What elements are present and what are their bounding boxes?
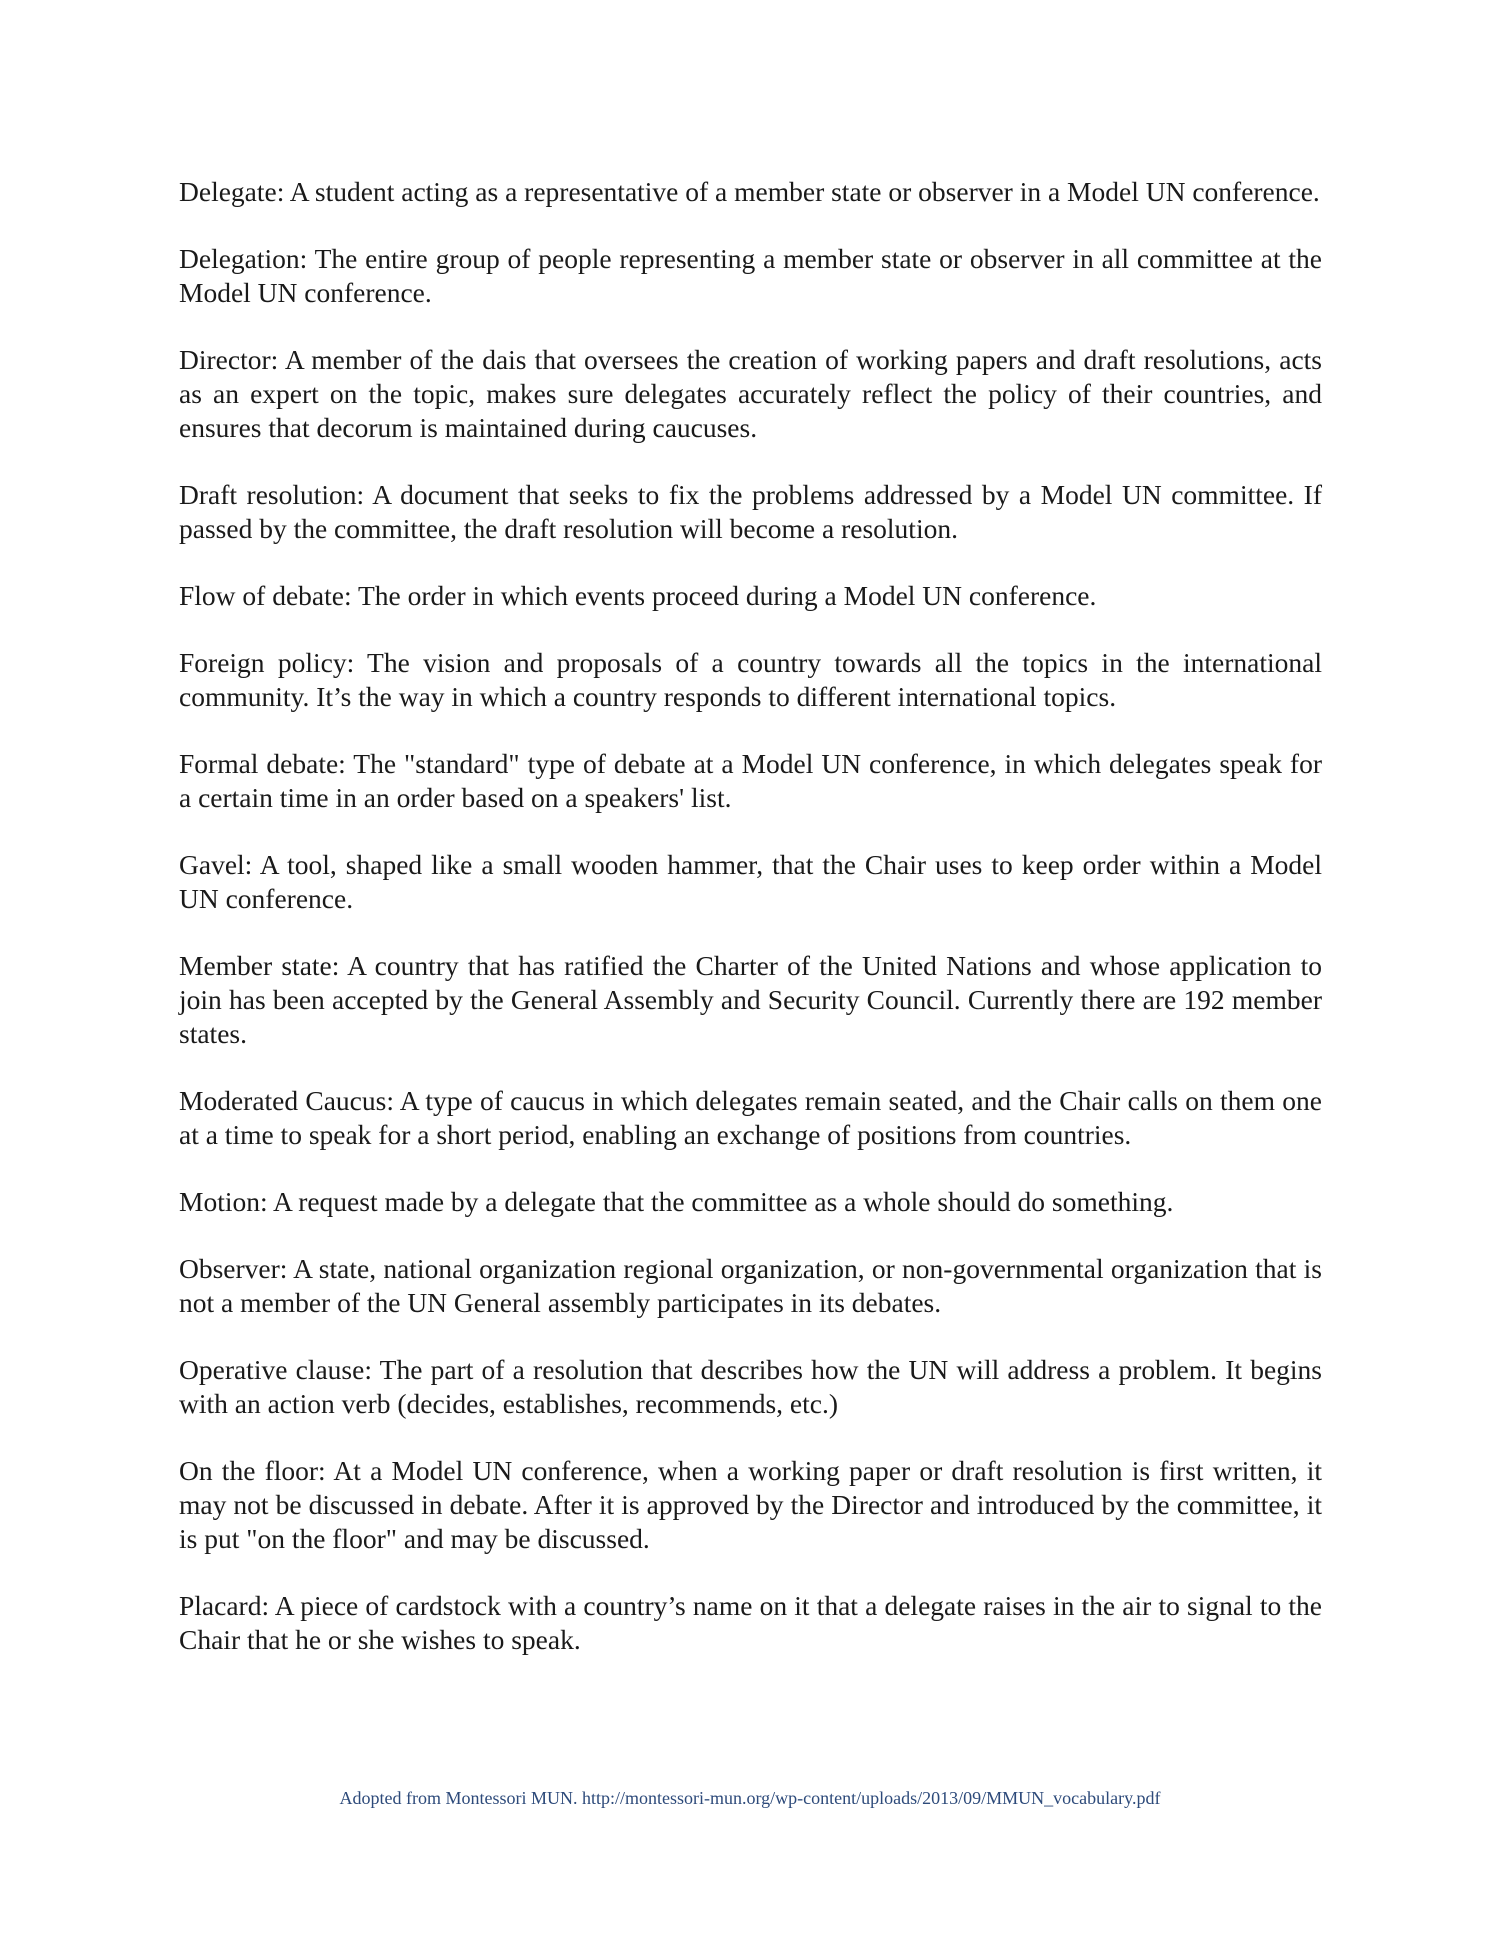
vocabulary-entry-gavel: Gavel: A tool, shaped like a small wooden hammer, that the Chair uses to keep order within a Model UN conference. [179,849,1322,914]
vocabulary-entry-formal-debate: Formal debate: The "standard" type of debate at a Model UN conference, in which delegates speak for a certain time in an order based on a speakers' list. [179,748,1322,813]
vocabulary-entry-foreign-policy: Foreign policy: The vision and proposals of a country towards all the topics in the international community. It’s the way in which a country responds to different international topics. [179,647,1322,712]
vocabulary-entry-placard: Placard: A piece of cardstock with a country’s name on it that a delegate raises in the air to signal to the Chair that he or she wishes to speak. [179,1590,1322,1655]
vocabulary-entry-moderated-caucus: Moderated Caucus: A type of caucus in which delegates remain seated, and the Chair calls on them one at a time to speak for a short period, enabling an exchange of positions from countries. [179,1085,1322,1150]
vocabulary-entry-flow-of-debate: Flow of debate: The order in which events proceed during a Model UN conference. [179,580,1097,611]
vocabulary-entry-operative-clause: Operative clause: The part of a resolution that describes how the UN will address a problem. It begins with an action verb (decides, establishes, recommends, etc.) [179,1354,1322,1419]
vocabulary-list [179,175,1322,1690]
vocabulary-entry-member-state: Member state: A country that has ratified the Charter of the United Nations and whose application to join has been accepted by the General Assembly and Security Council. Currently there are 192 member states. [179,950,1322,1049]
vocabulary-entry-motion: Motion: A request made by a delegate that the committee as a whole should do something. [179,1186,1174,1217]
vocabulary-entry-director: Director: A member of the dais that oversees the creation of working papers and draft resolutions, acts as an expert on the topic, makes sure delegates accurately reflect the policy of their countries, and ensures that decorum is maintained during caucuses. [179,344,1322,443]
vocabulary-entry-on-the-floor: On the floor: At a Model UN conference, when a working paper or draft resolution is first written, it may not be discussed in debate. After it is approved by the Director and introduced by the committee, it is put "on the floor" and may be discussed. [179,1455,1322,1554]
vocabulary-entry-draft-resolution: Draft resolution: A document that seeks to fix the problems addressed by a Model UN committee. If passed by the committee, the draft resolution will become a resolution. [179,479,1322,544]
vocabulary-entry-observer: Observer: A state, national organization regional organization, or non-governmental organization that is not a member of the UN General assembly participates in its debates. [179,1253,1322,1318]
vocabulary-entry-delegate: Delegate: A student acting as a representative of a member state or observer in a Model UN conference. [179,176,1320,207]
source-footer: Adopted from Montessori MUN. http://montessori-mun.org/wp-content/uploads/2013/09/MMUN_vocabulary.pdf [339,1788,1161,1808]
vocabulary-entry-delegation: Delegation: The entire group of people representing a member state or observer in all committee at the Model UN conference. [179,243,1322,308]
